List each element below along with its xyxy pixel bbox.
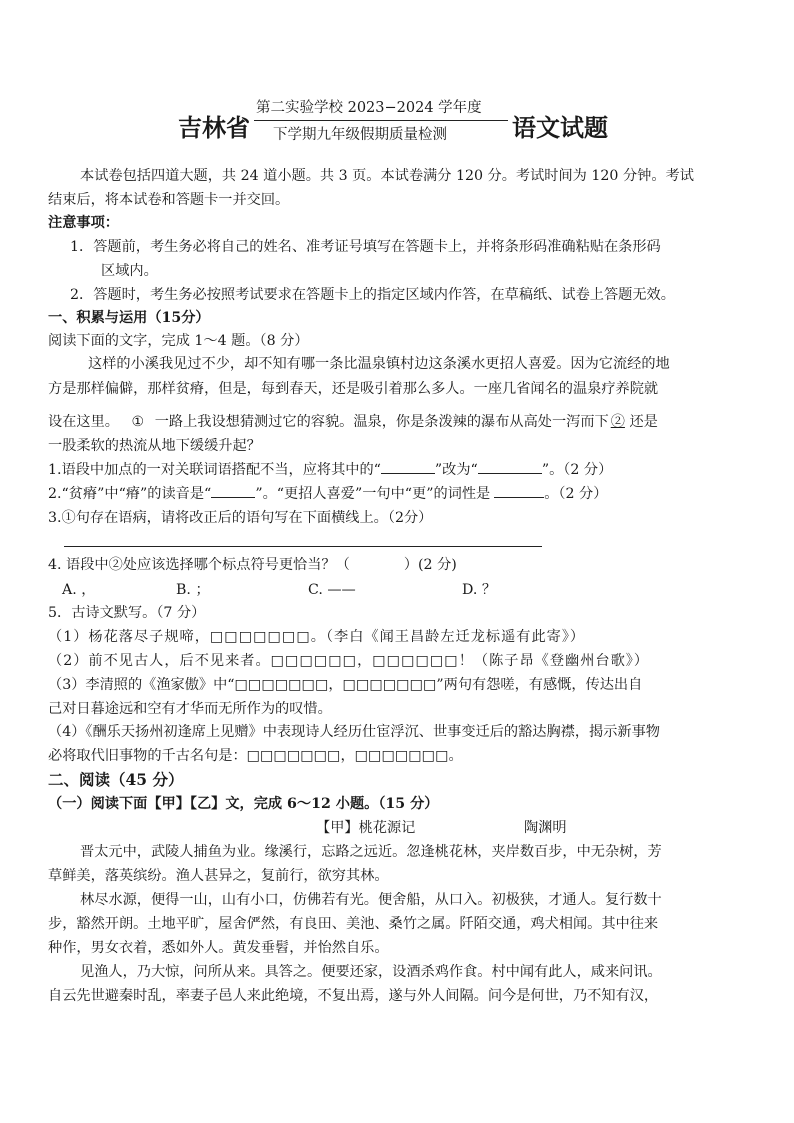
- answer-blank[interactable]: [381, 473, 435, 474]
- question-2: [48, 484, 607, 504]
- recitation-1: （1）杨花落尽子规啼，□□□□□□□。（李白《闻王昌龄左迁龙标遥有此寄》）: [48, 629, 586, 645]
- passage-line-1: 这样的小溪我见过不少，却不知有哪一条比温泉镇村边这条溪水更招人喜爱。因为它流经的地: [88, 356, 670, 372]
- classical-text-line: 步，豁然开朗。土地平旷，屋舍俨然，有良田、美池、桑竹之属。阡陌交通，鸡犬相闻。其中往来: [48, 916, 659, 932]
- answer-blank[interactable]: [494, 497, 544, 498]
- intro-line-1: 本试卷包括四道大题，共 24 道小题。共 3 页。本试卷满分 120 分。考试时间为 120 分钟。考试: [80, 168, 694, 184]
- text-author: 陶渊明: [524, 820, 567, 836]
- section-1-heading: 一、积累与运用（15分）: [48, 310, 210, 326]
- classical-text-line: 草鲜美，落英缤纷。渔人甚异之，复前行，欲穷其林。: [48, 868, 389, 884]
- recitation-4-cont: 必将取代旧事物的千古名句是：□□□□□□□，□□□□□□□。: [48, 748, 463, 764]
- answer-blank[interactable]: [211, 497, 255, 498]
- title-exam-name: 下学期九年级假期质量检测: [273, 127, 447, 143]
- section-2-heading: 二、阅读（45 分）: [48, 770, 184, 789]
- option-a: A. ，: [62, 582, 96, 598]
- question-1: [48, 460, 612, 480]
- passage-text: 还是: [629, 414, 658, 430]
- passage-line-2: 方是那样偏僻，那样贫瘠，但是，每到春天，还是吸引着那么多人。一座几省闻名的温泉疗养院就: [48, 381, 659, 397]
- recitation-4: （4）《酬乐天扬州初逢席上见赠》中表现诗人经历仕宦浮沉、世事变迁后的豁达胸襟，揭示新事物: [48, 724, 660, 740]
- passage-line-3: [48, 412, 658, 432]
- title-subject: 语文试题: [512, 114, 608, 142]
- marker-1: ①: [131, 414, 145, 430]
- section-1-instruction: 阅读下面的文字，完成 1～4 题。（8 分）: [48, 333, 309, 349]
- question-text: ”。“更招人喜爱”一句中“更”的词性是: [255, 486, 491, 502]
- recitation-3-cont: 己对日暮途远和空有才华而无所作为的叹惜。: [48, 701, 332, 717]
- classical-text-line: 林尽水源，便得一山，山有小口，仿佛若有光。便舍船，从口入。初极狭，才通人。复行数十: [80, 892, 662, 908]
- passage-text: 设在这里。: [48, 414, 119, 430]
- question-text: 1.语段中加点的一对关联词语搭配不当，应将其中的“: [48, 462, 381, 478]
- question-4: [48, 555, 457, 575]
- answer-blank[interactable]: [478, 473, 542, 474]
- section-2-sub-heading: （一）阅读下面【甲】【乙】文，完成 6～12 小题。（15 分）: [48, 796, 439, 812]
- classical-text-line: 种作，男女衣着，悉如外人。黄发垂髫，并怡然自乐。: [48, 940, 389, 956]
- question-text: 4. 语段中②处应该选择哪个标点符号更恰当？（: [48, 557, 350, 573]
- option-b: B. ；: [176, 582, 210, 598]
- question-text: ”改为“: [434, 462, 478, 478]
- exam-title: [178, 96, 618, 152]
- marker-2: ②: [610, 414, 625, 430]
- recitation-3: （3）李清照的《渔家傲》中“□□□□□□□，□□□□□□□”两句有怨嗟，有感慨，传达出自: [48, 677, 643, 693]
- question-5-heading: 5．古诗文默写。（7 分）: [48, 605, 206, 621]
- question-text: 。（2 分）: [544, 486, 608, 502]
- classical-text-line: 晋太元中，武陵人捕鱼为业。缘溪行，忘路之远近。忽逢桃花林，夹岸数百步，中无杂树，芳: [80, 844, 662, 860]
- question-text: ”。（2 分）: [541, 462, 613, 478]
- recitation-2: （2）前不见古人，后不见来者。□□□□□□，□□□□□□！（陈子昂《登幽州台歌》）: [48, 653, 650, 669]
- notice-item-1: 1．答题前，考生务必将自己的姓名、准考证号填写在答题卡上，并将条形码准确粘贴在条形码: [70, 239, 661, 255]
- intro-line-2: 结束后，将本试卷和答题卡一并交回。: [48, 192, 290, 208]
- title-rule: [254, 120, 508, 121]
- notice-item-2: 2．答题时，考生务必按照考试要求在答题卡上的指定区域内作答，在草稿纸、试卷上答题无效。: [70, 287, 675, 303]
- question-text: 2.“贫瘠”中“瘠”的读音是“: [48, 486, 212, 502]
- passage-line-4: 一股柔软的热流从地下缓缓升起？: [48, 438, 261, 454]
- option-c: C. ——: [308, 582, 356, 598]
- classical-text-line: 自云先世避秦时乱，率妻子邑人来此绝境，不复出焉，遂与外人间隔。问今是何世，乃不知有汉，: [48, 988, 659, 1004]
- notice-heading: 注意事项：: [48, 215, 119, 231]
- notice-item-1-cont: 区域内。: [101, 263, 158, 279]
- text-title: 【甲】桃花源记: [316, 820, 416, 836]
- answer-line[interactable]: [64, 546, 542, 547]
- passage-text: 一路上我设想猜测过它的容貌。温泉，你是条泼辣的瀑布从高处一泻而下: [154, 414, 609, 430]
- title-school-year: 第二实验学校 2023−2024 学年度: [256, 100, 482, 116]
- question-3: 3.①句存在语病，请将改正后的语句写在下面横线上。（2分）: [48, 510, 433, 526]
- classical-text-line: 见渔人，乃大惊，问所从来。具答之。便要还家，设酒杀鸡作食。村中闻有此人，咸来问讯。: [80, 964, 662, 980]
- title-province: 吉林省: [178, 114, 250, 142]
- question-text: ）(2 分): [403, 557, 457, 573]
- option-d: D. ？: [462, 582, 497, 598]
